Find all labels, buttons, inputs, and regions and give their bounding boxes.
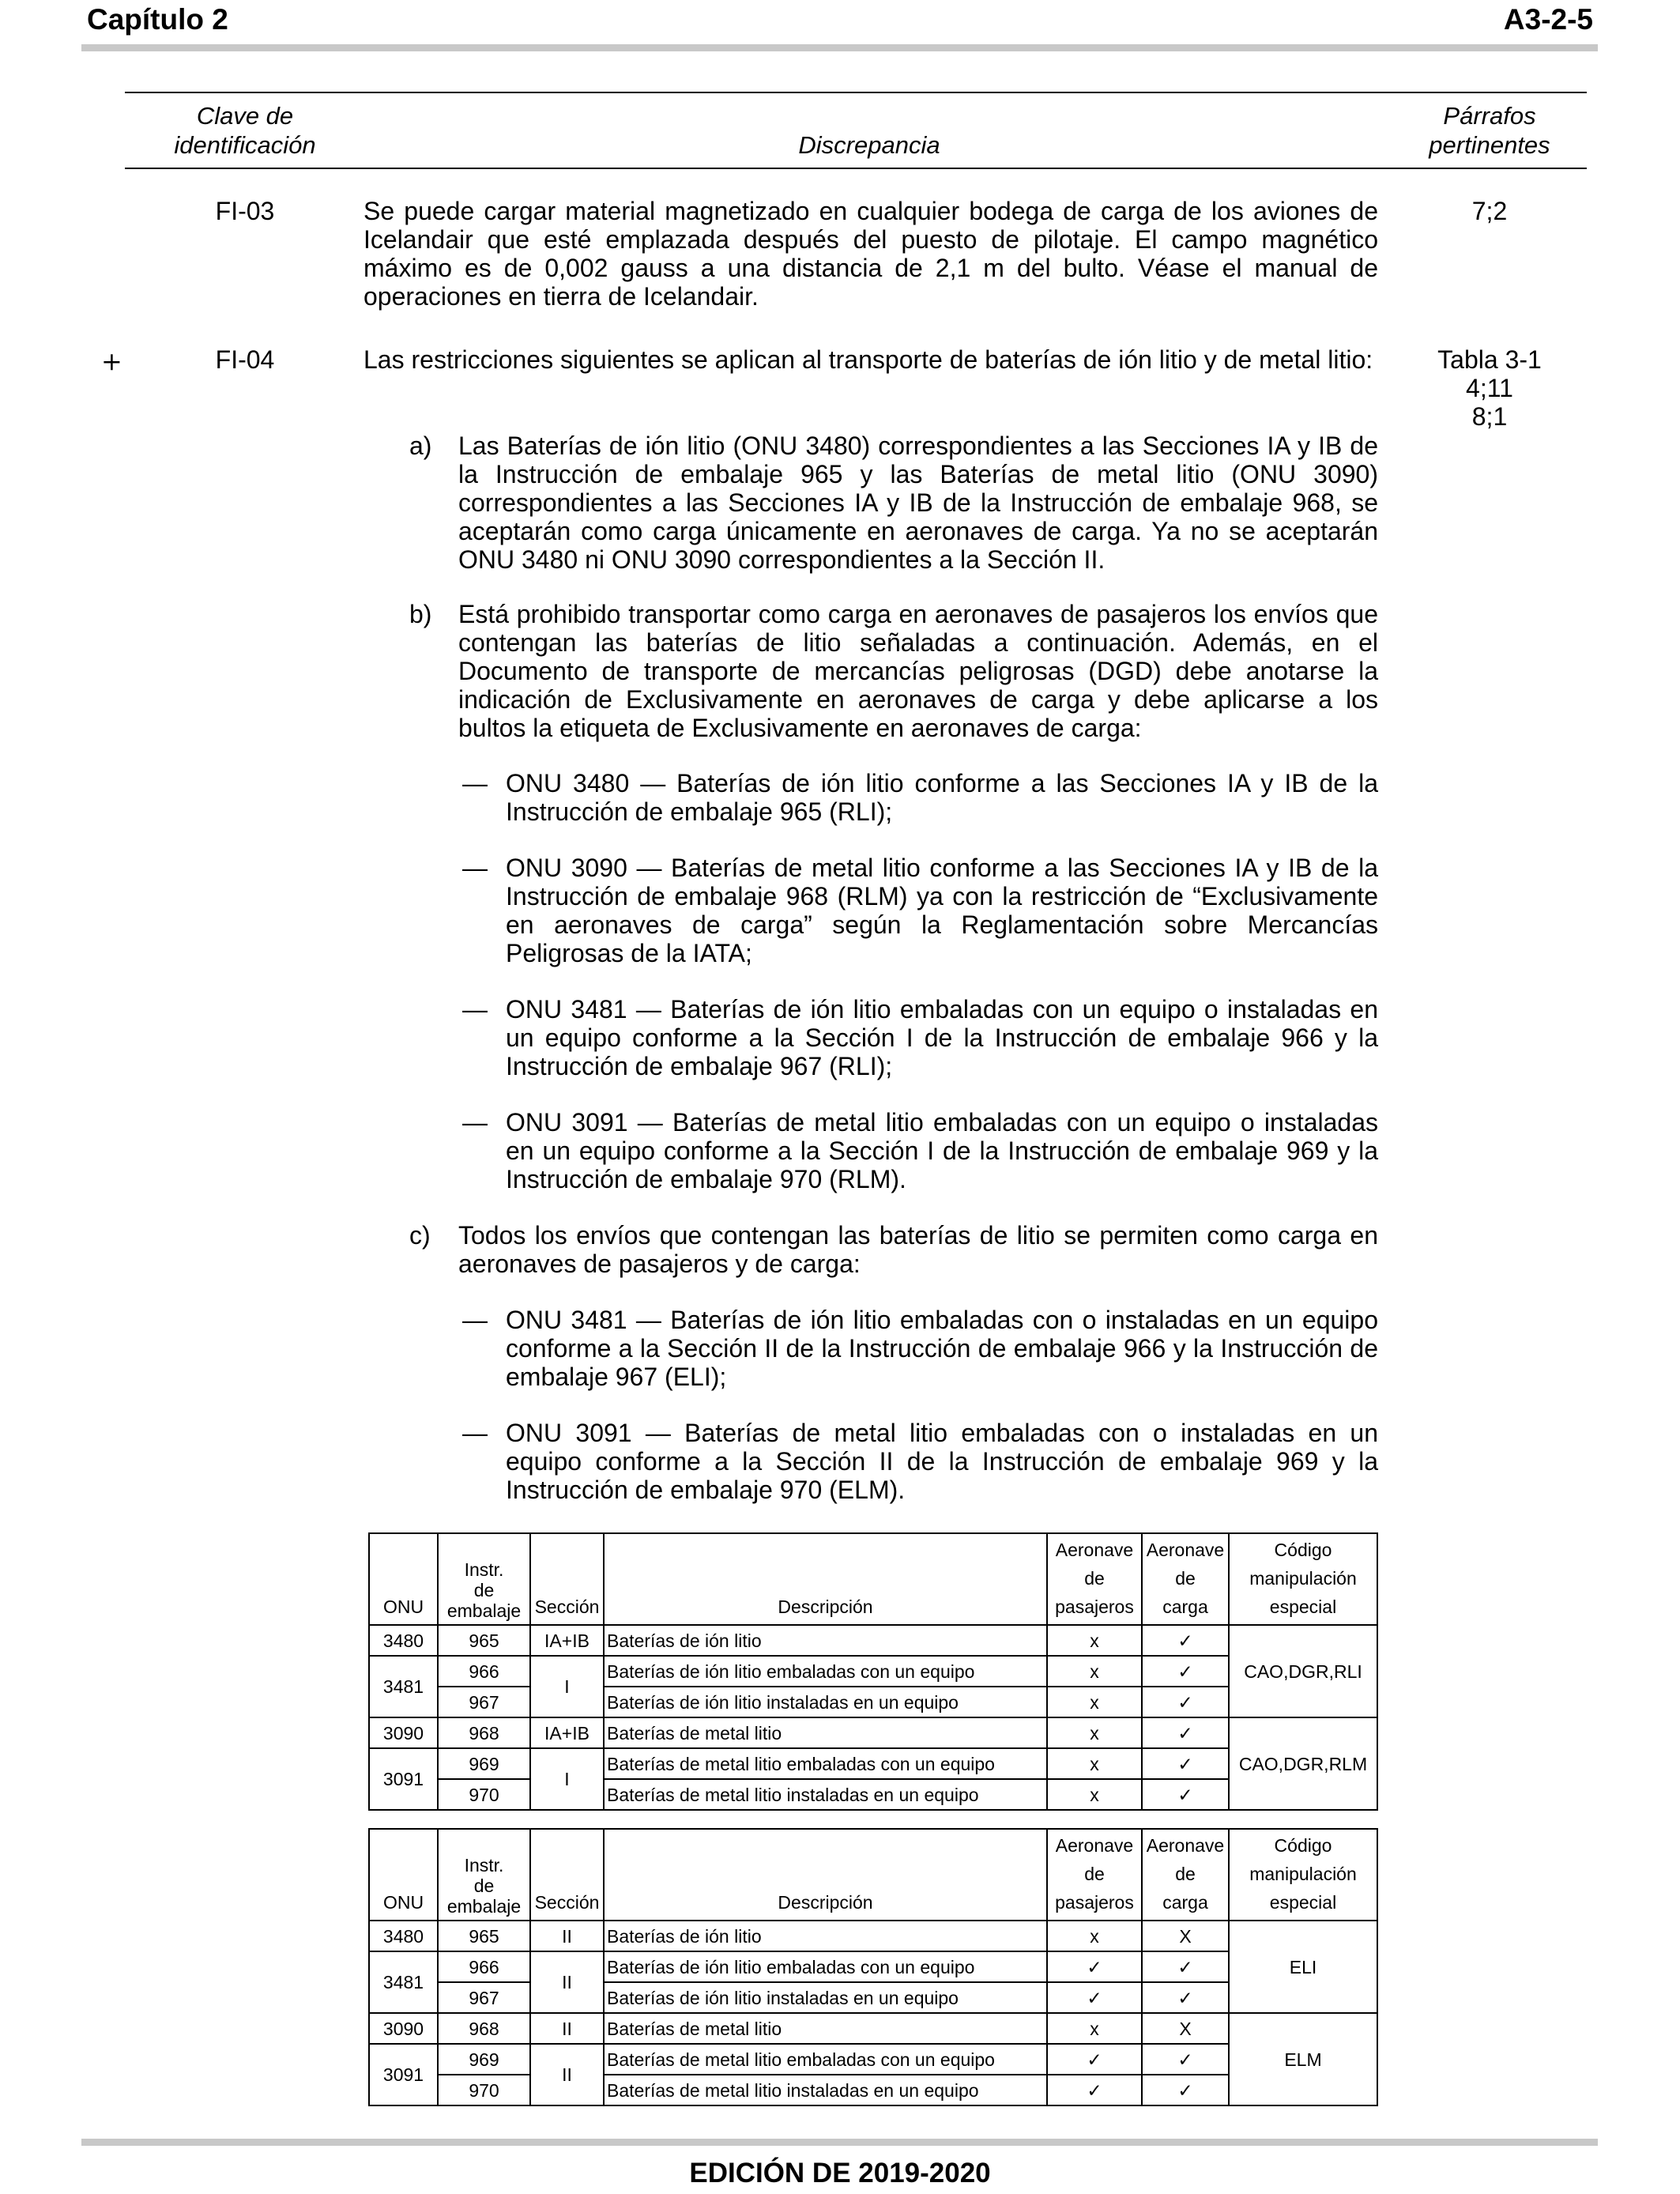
cell-carga: ✓ [1142, 1687, 1229, 1717]
th-instr: Instr. de embalaje [438, 1533, 530, 1625]
cell-carga: ✓ [1142, 1625, 1229, 1656]
item-b-text: Está prohibido transportar como carga en aeronaves de pasajeros los envíos que contengan las baterías de litio señaladas a continuación. Además, en el Documento de transporte de mercancías peligrosas (DGD) debe anotarse la indicación de Exclusivamente en aeronaves de carga y debe aplicarse a los bultos la etiqueta de Exclusivamente en aeronaves de carga: [458, 600, 1378, 742]
cell-onu: 3091 [369, 2044, 438, 2105]
cell-instr: 965 [438, 1625, 530, 1656]
item-c-text: Todos los envíos que contengan las baterías de litio se permiten como carga en aeronaves de pasajeros y de carga: [458, 1221, 1378, 1278]
th-onu: ONU [369, 1533, 438, 1625]
item-a-label: a) [409, 432, 432, 460]
cell-codigo: CAO,DGR,RLI [1229, 1625, 1377, 1717]
cell-pasajeros: ✓ [1047, 2044, 1142, 2075]
cell-descripcion: Baterías de metal litio embaladas con un equipo [604, 2044, 1047, 2075]
table-row [369, 1687, 1377, 1717]
cell-onu: 3481 [369, 1951, 438, 2013]
th-descripcion: Descripción [604, 1829, 1047, 1921]
th-seccion: Sección [530, 1533, 604, 1625]
cell-descripcion: Baterías de metal litio instaladas en un equipo [604, 1779, 1047, 1810]
cell-codigo: ELI [1229, 1921, 1377, 2013]
entry-key-fi04: FI-04 [215, 345, 275, 374]
dash-marker: — [462, 769, 488, 797]
dash-marker: — [462, 854, 488, 882]
item-a-text: Las Baterías de ión litio (ONU 3480) correspondientes a las Secciones IA y IB de la Instrucción de embalaje 965 y las Baterías de metal litio (ONU 3090) correspondientes a las Secciones IA y IB de la Instrucción de embalaje 968, se aceptarán como carga únicamente en aeronaves de carga. Ya no se aceptarán ONU 3480 ni ONU 3090 correspondientes a la Sección II. [458, 432, 1378, 574]
cell-instr: 966 [438, 1656, 530, 1687]
dash-marker: — [462, 1306, 488, 1334]
cell-instr: 970 [438, 1779, 530, 1810]
th-pasajeros: Aeronave de pasajeros [1047, 1829, 1142, 1921]
cell-carga: ✓ [1142, 1982, 1229, 2013]
cell-descripcion: Baterías de ión litio [604, 1625, 1047, 1656]
dash-item-c1: ONU 3481 — Baterías de ión litio embaladas con o instaladas en un equipo conforme a la Sección II de la Instrucción de embalaje 966 y la Instrucción de embalaje 967 (ELI); [506, 1306, 1378, 1391]
edition-footer: EDICIÓN DE 2019-2020 [689, 2158, 991, 2188]
table-row [369, 1779, 1377, 1810]
cell-instr: 966 [438, 1951, 530, 1982]
entry-refs-fi04: Tabla 3-1 4;11 8;1 [1437, 345, 1542, 431]
cell-descripcion: Baterías de ión litio instaladas en un equipo [604, 1982, 1047, 2013]
item-c-label: c) [409, 1221, 431, 1250]
cell-descripcion: Baterías de metal litio [604, 2013, 1047, 2044]
cell-instr: 967 [438, 1687, 530, 1717]
footer-rule [81, 2139, 1598, 2146]
cell-carga: ✓ [1142, 1748, 1229, 1779]
cell-seccion: II [530, 2013, 604, 2044]
dash-item-b2: ONU 3090 — Baterías de metal litio conforme a las Secciones IA y IB de la Instrucción de embalaje 968 (RLM) ya con la restricción de “Exclusivamente en aeronaves de carga” según la Reglamentación sobre Mercancías Peligrosas de la IATA; [506, 854, 1378, 967]
cell-instr: 968 [438, 2013, 530, 2044]
cell-carga: ✓ [1142, 2075, 1229, 2105]
column-header-key: Clave de identificación [174, 102, 316, 159]
cell-descripcion: Baterías de ión litio embaladas con un equipo [604, 1656, 1047, 1687]
cell-pasajeros: ✓ [1047, 2075, 1142, 2105]
cell-codigo: ELM [1229, 2013, 1377, 2105]
th-descripcion: Descripción [604, 1533, 1047, 1625]
cell-descripcion: Baterías de metal litio instaladas en un equipo [604, 2075, 1047, 2105]
table-row [369, 2075, 1377, 2105]
cell-onu: 3091 [369, 1748, 438, 1810]
cell-codigo: CAO,DGR,RLM [1229, 1717, 1377, 1810]
entry-key-fi03: FI-03 [215, 197, 275, 225]
cell-pasajeros: x [1047, 1717, 1142, 1748]
cell-instr: 967 [438, 1982, 530, 2013]
cell-carga: X [1142, 1921, 1229, 1951]
cell-instr: 969 [438, 2044, 530, 2075]
th-carga: Aeronave de carga [1142, 1829, 1229, 1921]
cell-pasajeros: ✓ [1047, 1982, 1142, 2013]
th-pasajeros: Aeronave de pasajeros [1047, 1533, 1142, 1625]
dash-marker: — [462, 1419, 488, 1447]
chapter-title: Capítulo 2 [87, 3, 228, 36]
cell-seccion: I [530, 1748, 604, 1810]
table-row [369, 1951, 1377, 1982]
table-row [369, 1921, 1377, 1951]
table-row [369, 1656, 1377, 1687]
cell-seccion: II [530, 2044, 604, 2105]
cell-seccion: I [530, 1656, 604, 1717]
header-rule [81, 44, 1598, 51]
cell-pasajeros: x [1047, 1921, 1142, 1951]
cell-onu: 3480 [369, 1625, 438, 1656]
dash-marker: — [462, 1108, 488, 1137]
entry-intro-fi04: Las restricciones siguientes se aplican al transporte de baterías de ión litio y de metal litio: [363, 345, 1373, 374]
cell-pasajeros: x [1047, 1625, 1142, 1656]
dash-item-c2: ONU 3091 — Baterías de metal litio embaladas con o instaladas en un equipo conforme a la Sección II de la Instrucción de embalaje 969 y la Instrucción de embalaje 970 (ELM). [506, 1419, 1378, 1504]
table-row [369, 2013, 1377, 2044]
cell-onu: 3481 [369, 1656, 438, 1717]
cell-descripcion: Baterías de metal litio embaladas con un equipo [604, 1748, 1047, 1779]
cell-carga: ✓ [1142, 1656, 1229, 1687]
cell-descripcion: Baterías de ión litio [604, 1921, 1047, 1951]
cell-descripcion: Baterías de metal litio [604, 1717, 1047, 1748]
column-header-discrepancy: Discrepancia [798, 131, 940, 159]
cell-carga: ✓ [1142, 1779, 1229, 1810]
change-mark: + [101, 346, 122, 376]
cell-pasajeros: x [1047, 2013, 1142, 2044]
cell-carga: ✓ [1142, 1717, 1229, 1748]
cell-seccion: II [530, 1951, 604, 2013]
dash-item-b3: ONU 3481 — Baterías de ión litio embaladas con un equipo o instaladas en un equipo conforme a la Sección I de la Instrucción de embalaje 966 y la Instrucción de embalaje 967 (RLI); [506, 995, 1378, 1080]
cell-seccion: IA+IB [530, 1625, 604, 1656]
cell-pasajeros: x [1047, 1687, 1142, 1717]
cell-carga: ✓ [1142, 1951, 1229, 1982]
dash-item-b4: ONU 3091 — Baterías de metal litio embaladas con un equipo o instaladas en un equipo conforme a la Sección I de la Instrucción de embalaje 969 y la Instrucción de embalaje 970 (RLM). [506, 1108, 1378, 1193]
cell-carga: X [1142, 2013, 1229, 2044]
table-row [369, 2044, 1377, 2075]
page-number: A3-2-5 [1503, 3, 1593, 36]
cell-instr: 969 [438, 1748, 530, 1779]
th-instr: Instr. de embalaje [438, 1829, 530, 1921]
entry-text-fi03: Se puede cargar material magnetizado en cualquier bodega de carga de los aviones de Icelandair que esté emplazada después del puesto de pilotaje. El campo magnético máximo es de 0,002 gauss a una distancia de 2,1 m del bulto. Véase el manual de operaciones en tierra de Icelandair. [363, 197, 1378, 311]
th-seccion: Sección [530, 1829, 604, 1921]
column-header-top-rule [125, 92, 1587, 93]
entry-refs-fi03: 7;2 [1471, 197, 1508, 225]
column-header-bottom-rule [125, 168, 1587, 169]
cell-onu: 3480 [369, 1921, 438, 1951]
table-row [369, 1748, 1377, 1779]
cell-instr: 965 [438, 1921, 530, 1951]
cell-onu: 3090 [369, 1717, 438, 1748]
table-row [369, 1717, 1377, 1748]
cell-pasajeros: ✓ [1047, 1951, 1142, 1982]
dash-marker: — [462, 995, 488, 1023]
cell-pasajeros: x [1047, 1656, 1142, 1687]
dash-item-b1: ONU 3480 — Baterías de ión litio conforme a las Secciones IA y IB de la Instrucción de embalaje 965 (RLI); [506, 769, 1378, 826]
th-codigo: Código manipulación especial [1229, 1829, 1377, 1921]
th-onu: ONU [369, 1829, 438, 1921]
cell-seccion: II [530, 1921, 604, 1951]
th-carga: Aeronave de carga [1142, 1533, 1229, 1625]
table-row [369, 1625, 1377, 1656]
cell-instr: 968 [438, 1717, 530, 1748]
th-codigo: Código manipulación especial [1229, 1533, 1377, 1625]
table-row [369, 1982, 1377, 2013]
column-header-refs: Párrafos pertinentes [1429, 102, 1550, 159]
cell-pasajeros: x [1047, 1748, 1142, 1779]
cell-carga: ✓ [1142, 2044, 1229, 2075]
item-b-label: b) [409, 600, 432, 628]
battery-table-section-i [368, 1532, 1378, 1811]
cell-pasajeros: x [1047, 1779, 1142, 1810]
cell-onu: 3090 [369, 2013, 438, 2044]
cell-descripcion: Baterías de ión litio embaladas con un equipo [604, 1951, 1047, 1982]
cell-seccion: IA+IB [530, 1717, 604, 1748]
cell-descripcion: Baterías de ión litio instaladas en un equipo [604, 1687, 1047, 1717]
cell-instr: 970 [438, 2075, 530, 2105]
battery-table-section-ii [368, 1828, 1378, 2106]
